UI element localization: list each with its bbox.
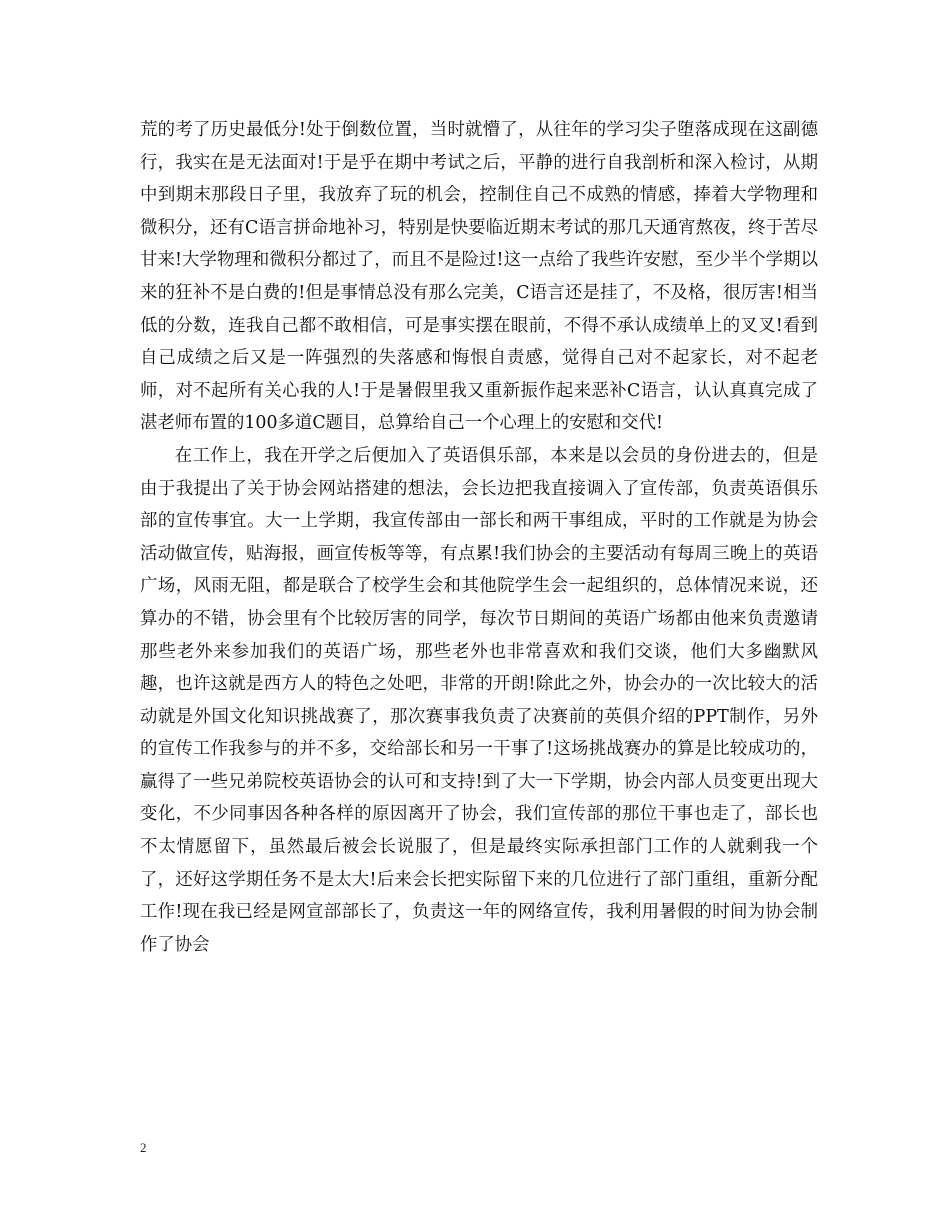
- page-body: [140, 114, 818, 961]
- paragraph-1: 荒的考了历史最低分!处于倒数位置，当时就懵了，从往年的学习尖子堕落成现在这副德行，我实在是无法面对!于是乎在期中考试之后，平静的进行自我剖析和深入检讨，从期中到期末那段日子里，我放弃了玩的机会，控制住自己不成熟的情感，捧着大学物理和微积分，还有C语言拼命地补习，特别是快要临近期末考试的那几天通宵熬夜，终于苦尽甘来!大学物理和微积分都过了，而且不是险过!这一点给了我些许安慰，至少半个学期以来的狂补不是白费的!但是事情总没有那么完美，C语言还是挂了，不及格，很厉害!相当低的分数，连我自己都不敢相信，可是事实摆在眼前，不得不承认成绩单上的叉叉!看到自己成绩之后又是一阵强烈的失落感和悔恨自责感，觉得自己对不起家长，对不起老师，对不起所有关心我的人!于是暑假里我又重新振作起来恶补C语言，认认真真完成了湛老师布置的100多道C题目，总算给自己一个心理上的安慰和交代!: [140, 120, 818, 434]
- paragraph-2: 在工作上，我在开学之后便加入了英语俱乐部，本来是以会员的身份进去的，但是由于我提出了关于协会网站搭建的想法，会长边把我直接调入了宣传部，负责英语俱乐部的宣传事宜。大一上学期，我宣传部由一部长和两干事组成，平时的工作就是为协会活动做宣传，贴海报，画宣传板等等，有点累!我们协会的主要活动有每周三晚上的英语广场，风雨无阻，都是联合了校学生会和其他院学生会一起组织的，总体情况来说，还算办的不错，协会里有个比较厉害的同学，每次节日期间的英语广场都由他来负责邀请那些老外来参加我们的英语广场，那些老外也非常喜欢和我们交谈，他们大多幽默风趣，也许这就是西方人的特色之处吧，非常的开朗!除此之外，协会办的一次比较大的活动就是外国文化知识挑战赛了，那次赛事我负责了决赛前的英俱介绍的PPT制作，另外的宣传工作我参与的并不多，交给部长和另一干事了!这场挑战赛办的算是比较成功的，赢得了一些兄弟院校英语协会的认可和支持!到了大一下学期，协会内部人员变更出现大变化，不少同事因各种各样的原因离开了协会，我们宣传部的那位干事也走了，部长也不太情愿留下，虽然最后被会长说服了，但是最终实际承担部门工作的人就剩我一个了，还好这学期任务不是太大!后来会长把实际留下来的几位进行了部门重组，重新分配工作!现在我已经是网宣部部长了，负责这一年的网络宣传，我利用暑假的时间为协会制作了协会: [140, 445, 818, 955]
- page-number: 2: [140, 1140, 147, 1155]
